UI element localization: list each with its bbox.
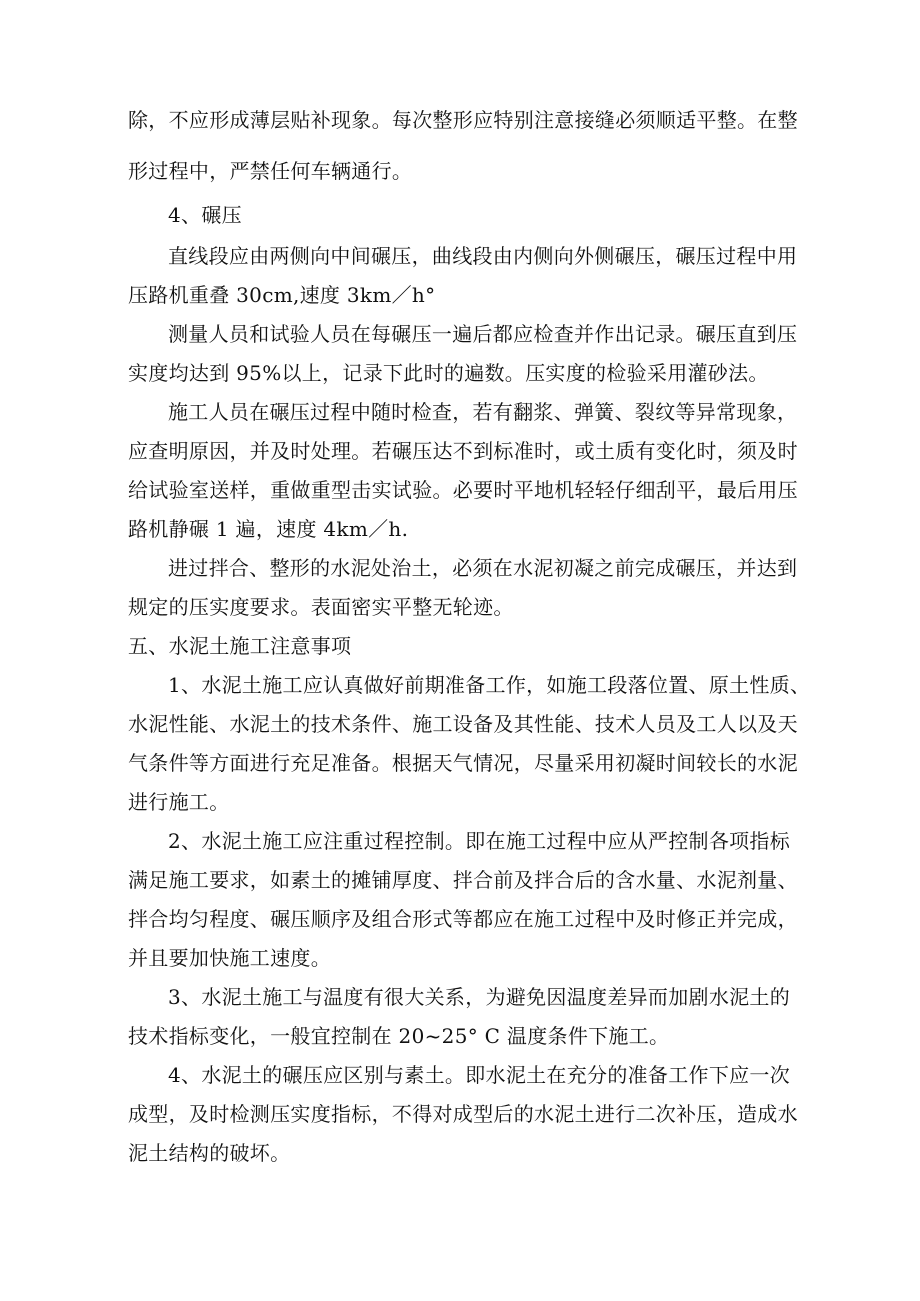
text-line: 形过程中，严禁任何车辆通行。 <box>128 159 413 183</box>
text-line: 进行施工。 <box>128 790 230 814</box>
text-line: 除，不应形成薄层贴补现象。每次整形应特别注意接缝必须顺适平整。在整 <box>128 108 798 132</box>
text-line: 并且要加快施工速度。 <box>128 946 331 970</box>
paragraph-line: 1、水泥土施工应认真做好前期准备工作，如施工段落位置、原土性质、 <box>168 673 811 697</box>
text-line: 实度均达到 95%以上，记录下此时的遍数。压实度的检验采用灌砂法。 <box>128 361 769 385</box>
text-line: 应查明原因，并及时处理。若碾压达不到标准时，或土质有变化时，须及时 <box>128 439 798 463</box>
text-line: 拌合均匀程度、碾压顺序及组合形式等都应在施工过程中及时修正并完成， <box>128 907 798 931</box>
text-line: 给试验室送样，重做重型击实试验。必要时平地机轻轻仔细刮平，最后用压 <box>128 478 798 502</box>
paragraph-line: 进过拌合、整形的水泥处治土，必须在水泥初凝之前完成碾压，并达到 <box>168 556 798 580</box>
text-line: 气条件等方面进行充足准备。根据天气情况，尽量采用初凝时间较长的水泥 <box>128 751 798 775</box>
section-heading: 五、水泥土施工注意事项 <box>128 634 352 658</box>
text-line: 水泥性能、水泥土的技术条件、施工设备及其性能、技术人员及工人以及天 <box>128 712 798 736</box>
section-heading: 4、碾压 <box>168 203 242 227</box>
paragraph-line: 4、水泥土的碾压应区别与素土。即水泥土在充分的准备工作下应一次 <box>168 1063 791 1087</box>
paragraph-line: 直线段应由两侧向中间碾压，曲线段由内侧向外侧碾压，碾压过程中用 <box>168 244 798 268</box>
paragraph-line: 施工人员在碾压过程中随时检查，若有翻浆、弹簧、裂纹等异常现象， <box>168 400 798 424</box>
text-line: 技术指标变化，一般宜控制在 20~25° C 温度条件下施工。 <box>128 1024 670 1048</box>
paragraph-line: 3、水泥土施工与温度有很大关系，为避免因温度差异而加剧水泥土的 <box>168 985 791 1009</box>
text-line: 满足施工要求，如素土的摊铺厚度、拌合前及拌合后的含水量、水泥剂量、 <box>128 868 798 892</box>
text-line: 压路机重叠 30cm,速度 3km／h° <box>128 283 436 307</box>
paragraph-line: 测量人员和试验人员在每碾压一遍后都应检查并作出记录。碾压直到压 <box>168 322 798 346</box>
text-line: 成型，及时检测压实度指标，不得对成型后的水泥土进行二次补压，造成水 <box>128 1102 798 1126</box>
text-line: 规定的压实度要求。表面密实平整无轮迹。 <box>128 595 514 619</box>
paragraph-line: 2、水泥土施工应注重过程控制。即在施工过程中应从严控制各项指标 <box>168 829 791 853</box>
text-line: 泥土结构的破坏。 <box>128 1141 291 1165</box>
text-line: 路机静碾 1 遍，速度 4km／h. <box>128 517 409 541</box>
